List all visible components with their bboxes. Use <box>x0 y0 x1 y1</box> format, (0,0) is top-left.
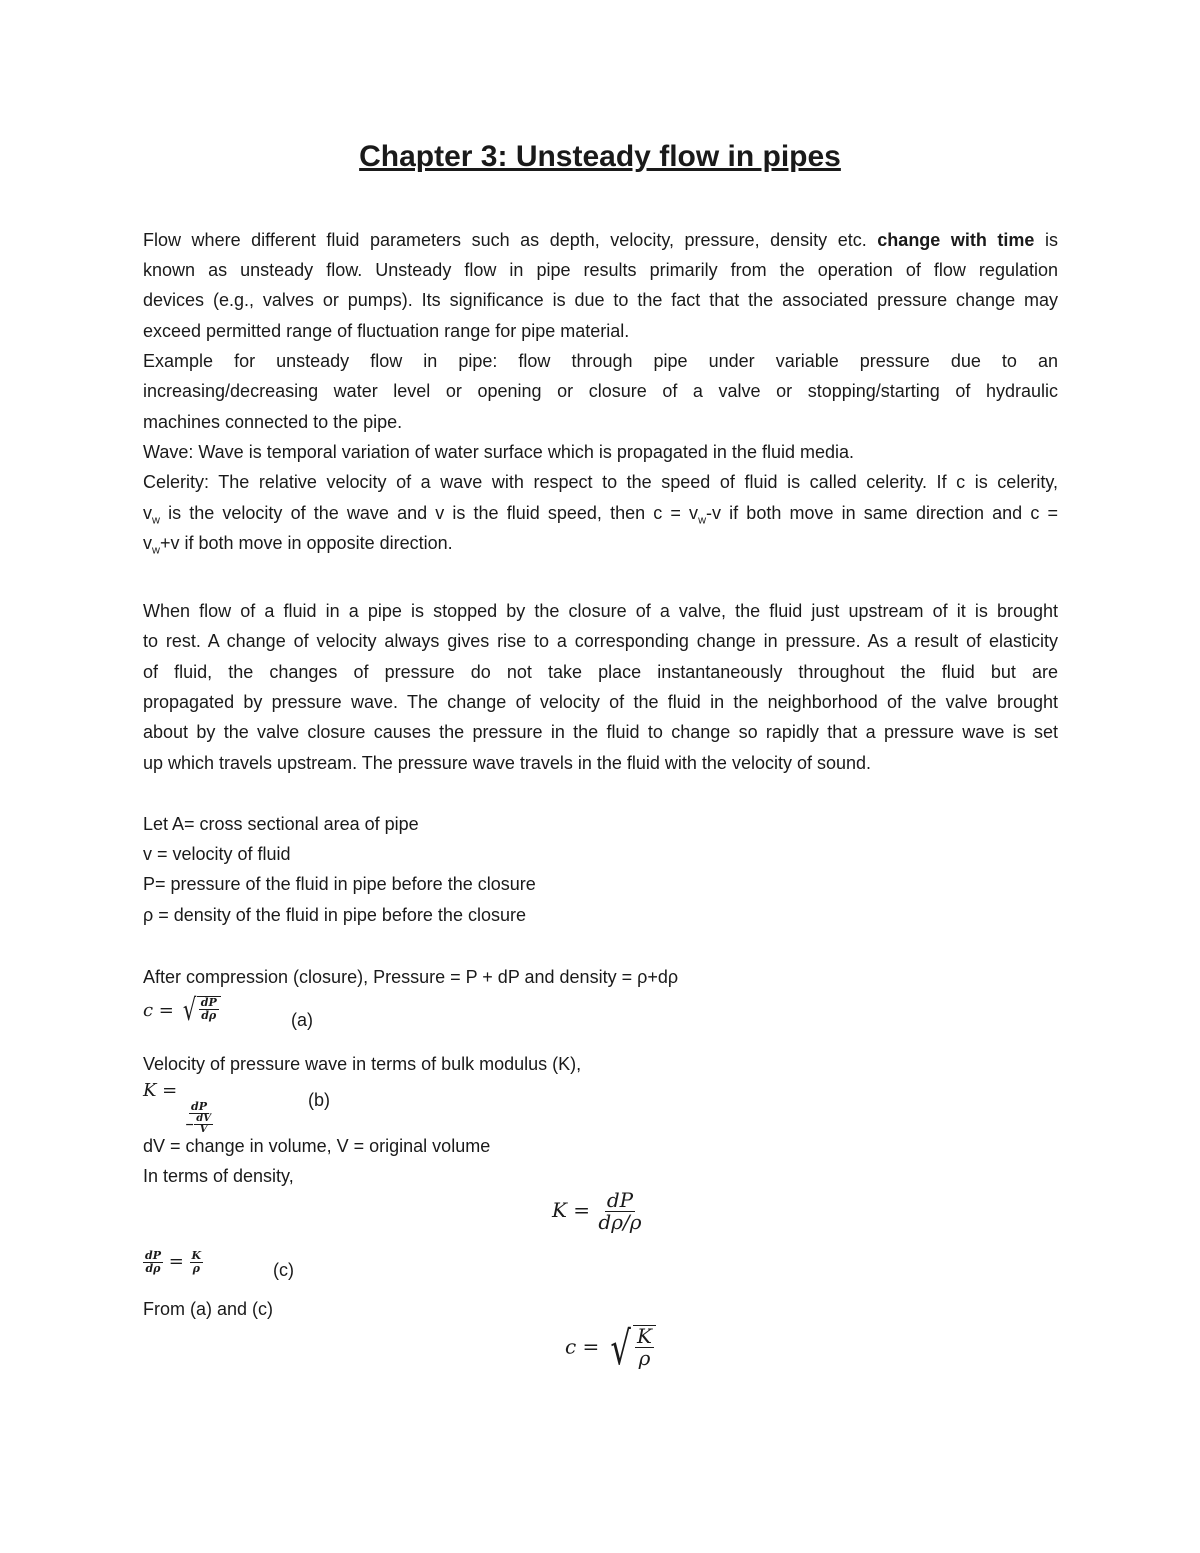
page-title: Chapter 3: Unsteady flow in pipes <box>359 140 841 173</box>
subscript: w <box>698 514 707 527</box>
numerator: dP <box>606 1188 634 1212</box>
volume-definition-line: dV = change in volume, V = original volume <box>143 1136 491 1156</box>
denominator: dρ <box>201 1008 217 1022</box>
para1-line6: increasing/decreasing water level or opening or closure of a valve or stopping/starting of hydraulic <box>143 381 1058 401</box>
para2-line4: propagated by pressure wave. The change of velocity of the fluid in the neighborhood of the valve brought <box>143 692 1058 712</box>
bulk-modulus-line: Velocity of pressure wave in terms of bulk modulus (K), <box>143 1054 582 1074</box>
minus-sign: − <box>185 1117 195 1131</box>
para2-line5: about by the valve closure causes the pressure in the fluid to change so rapidly that a pressure wave is set <box>143 722 1058 742</box>
para1-line10 <box>143 502 1058 532</box>
definition-velocity: v = velocity of fluid <box>143 844 291 864</box>
inner-denominator: V <box>199 1124 208 1136</box>
equals-sign: = <box>168 1251 184 1273</box>
para1-line9: Celerity: The relative velocity of a wave with respect to the speed of fluid is called celerity. If c is celerity, <box>143 472 1058 492</box>
from-line: From (a) and (c) <box>143 1299 274 1319</box>
definition-area: Let A= cross sectional area of pipe <box>143 814 419 834</box>
para1-line2: known as unsteady flow. Unsteady flow in pipe results primarily from the operation of flow regulation <box>143 260 1058 280</box>
para1-line11 <box>143 532 453 562</box>
subscript: w <box>152 514 160 527</box>
definition-density: ρ = density of the fluid in pipe before the closure <box>143 905 526 925</box>
para2-line1: When flow of a fluid in a pipe is stopped by the closure of a valve, the fluid just upstream of it is brought <box>143 601 1058 621</box>
text: -v if both move in same direction and c = <box>706 503 1058 523</box>
bold-text: change with time <box>877 230 1035 250</box>
sqrt-symbol: √ $\frac{K}{\rho}$ <box>606 1325 656 1371</box>
eq-lhs: K = <box>143 1080 178 1101</box>
equation-a <box>143 993 221 1028</box>
denominator: ρ <box>192 1261 200 1275</box>
equation-k-density <box>552 1190 643 1233</box>
text: Flow where different fluid parameters such as depth, velocity, pressure, density etc. <box>143 230 867 250</box>
sqrt-symbol: √ $\frac{dP}{d\rho}$ <box>180 996 221 1026</box>
para1-line3: devices (e.g., valves or pumps). Its significance is due to the fact that the associated pressure change may <box>143 290 1058 310</box>
numerator: dP <box>200 996 217 1009</box>
after-compression-line: After compression (closure), Pressure = P + dP and density = ρ+dρ <box>143 967 679 987</box>
text: +v if both move in opposite direction. <box>159 533 453 553</box>
subscript: w <box>152 544 160 557</box>
numerator: dP <box>145 1249 161 1262</box>
eq-lhs: c = <box>565 1334 600 1359</box>
para1-line1 <box>143 229 1058 251</box>
equation-b-label: (b) <box>308 1090 330 1110</box>
para1-line8: Wave: Wave is temporal variation of water surface which is propagated in the fluid media. <box>143 442 854 462</box>
numerator: K <box>637 1324 652 1348</box>
equation-b <box>143 1080 215 1136</box>
para1-line7: machines connected to the pipe. <box>143 412 403 432</box>
denominator: ρ <box>638 1346 651 1370</box>
text: v <box>143 503 152 523</box>
inner-numerator: dV <box>196 1112 211 1124</box>
para2-line6: up which travels upstream. The pressure wave travels in the fluid with the velocity of sound. <box>143 753 872 773</box>
eq-lhs: c = <box>143 1000 174 1021</box>
para1-line5: Example for unsteady flow in pipe: flow through pipe under variable pressure due to an <box>143 351 1058 371</box>
para2-line2: to rest. A change of velocity always gives rise to a corresponding change in pressure. As a result of elasticity <box>143 631 1058 651</box>
denominator: dρ/ρ <box>598 1210 642 1234</box>
eq-lhs: K = <box>552 1198 591 1222</box>
equation-c-label: (c) <box>273 1260 294 1280</box>
para2-line3: of fluid, the changes of pressure do not take place instantaneously throughout the fluid but are <box>143 662 1058 682</box>
text: is the velocity of the wave and v is the fluid speed, then c = v <box>159 503 699 523</box>
text: is <box>1045 230 1058 250</box>
text: v <box>143 533 152 553</box>
equation-c <box>143 1250 203 1274</box>
definition-pressure: P= pressure of the fluid in pipe before the closure <box>143 874 536 894</box>
density-terms-line: In terms of density, <box>143 1166 294 1186</box>
equation-a-label: (a) <box>291 1010 313 1030</box>
denominator: dρ <box>145 1261 161 1275</box>
equation-final <box>565 1321 656 1375</box>
para1-line4: exceed permitted range of fluctuation range for pipe material. <box>143 321 630 341</box>
numerator: K <box>191 1249 202 1262</box>
numerator: dP <box>191 1100 207 1113</box>
